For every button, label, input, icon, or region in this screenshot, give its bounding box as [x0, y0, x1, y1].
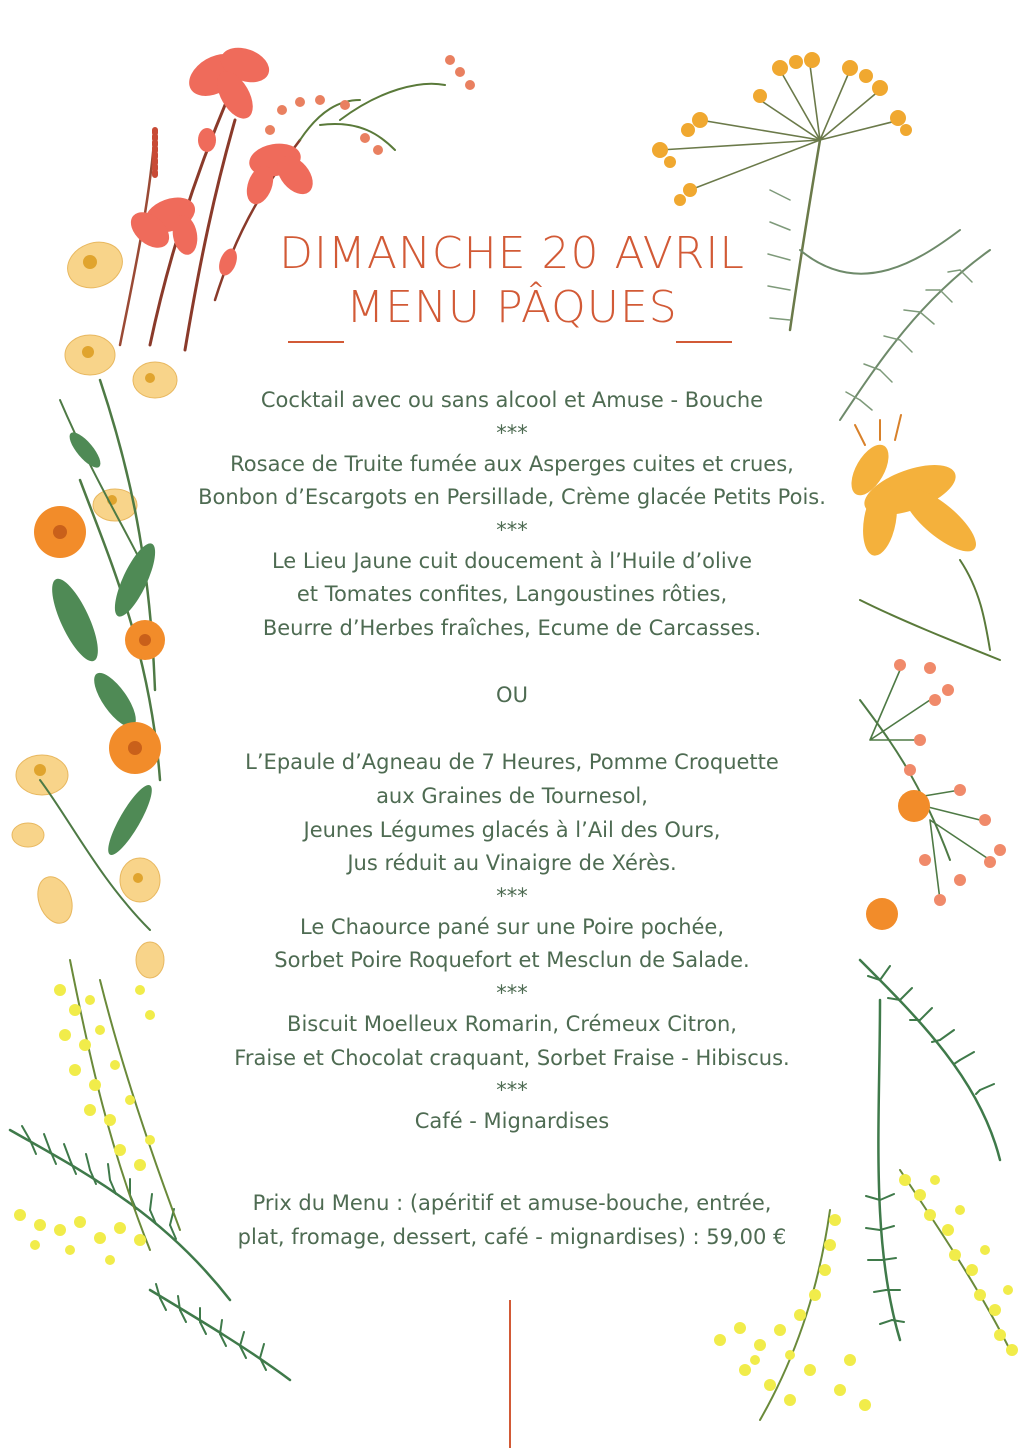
course-separator: *** — [496, 883, 528, 908]
course-cheese — [170, 911, 854, 978]
course-separator: *** — [496, 980, 528, 1005]
course-line: Jeunes Légumes glacés à l’Ail des Ours, — [303, 817, 721, 842]
course-line: Beurre d’Herbes fraîches, Ecume de Carcasses. — [262, 615, 762, 640]
menu-courses — [170, 384, 854, 1139]
course-line: et Tomates confites, Langoustines rôties, — [296, 582, 728, 607]
course-separator: *** — [496, 1078, 528, 1103]
course-line: Rosace de Truite fumée aux Asperges cuites et crues, — [230, 451, 794, 476]
course-line: L’Epaule d’Agneau de 7 Heures, Pomme Croquette — [245, 750, 779, 775]
menu-title: MENU PÂQUES — [346, 282, 678, 333]
course-line: Café - Mignardises — [414, 1109, 610, 1134]
course-line: Bonbon d’Escargots en Persillade, Crème glacée Petits Pois. — [198, 485, 826, 510]
course-main-lamb — [170, 746, 854, 880]
or-label: OU — [496, 683, 528, 708]
course-starter — [170, 448, 854, 515]
price-line: plat, fromage, dessert, café - mignardises) : 59,00 € — [237, 1225, 787, 1249]
course-line: Jus réduit au Vinaigre de Xérès. — [347, 851, 677, 876]
menu-date-title: DIMANCHE 20 AVRIL — [279, 228, 745, 279]
course-line: Le Chaource pané sur une Poire pochée, — [299, 914, 725, 939]
price-line: Prix du Menu : (apéritif et amuse-bouche, entrée, — [252, 1191, 772, 1215]
bottom-divider-line — [509, 1300, 511, 1448]
course-separator: *** — [496, 517, 528, 542]
menu-price — [170, 1186, 854, 1254]
course-line: Le Lieu Jaune cuit doucement à l’Huile d’olive — [271, 548, 753, 573]
course-coffee — [170, 1105, 854, 1139]
spacer — [170, 713, 854, 747]
course-line: Biscuit Moelleux Romarin, Crémeux Citron, — [287, 1011, 737, 1036]
course-line: Cocktail avec ou sans alcool et Amuse - Bouche — [260, 388, 764, 412]
spacer — [170, 646, 854, 680]
course-main-fish — [170, 545, 854, 646]
course-line: Sorbet Poire Roquefort et Mesclun de Salade. — [274, 948, 750, 973]
course-line: Fraise et Chocolat craquant, Sorbet Fraise - Hibiscus. — [234, 1045, 790, 1070]
title-rule-right — [676, 341, 732, 343]
course-aperitif — [170, 384, 854, 418]
course-line: aux Graines de Tournesol, — [376, 783, 648, 808]
course-separator: *** — [496, 420, 528, 445]
course-dessert — [170, 1008, 854, 1075]
title-rule-left — [288, 341, 344, 343]
